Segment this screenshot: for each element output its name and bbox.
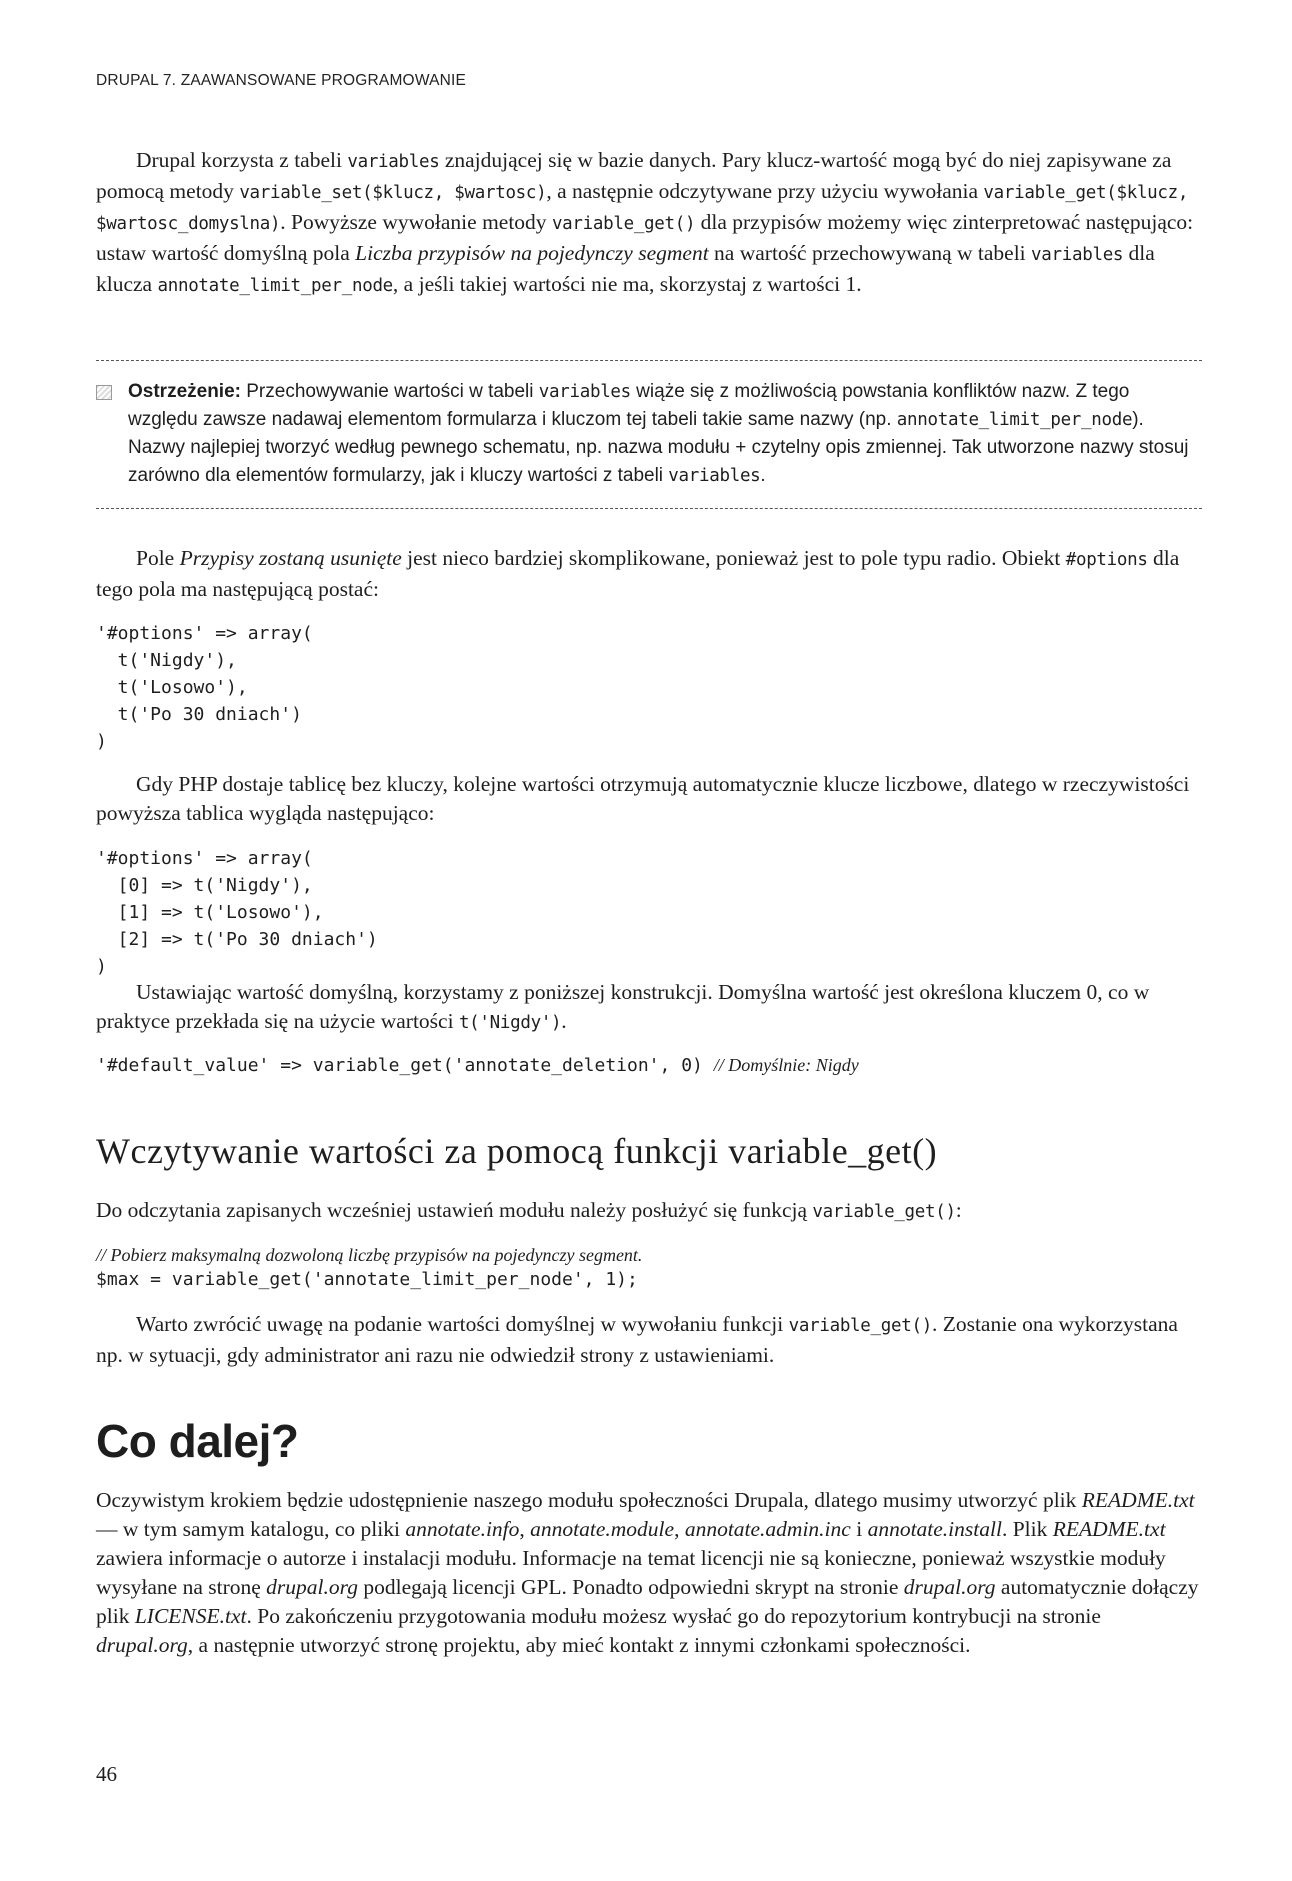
code-block-options-keys: '#options' => array( [0] => t('Nigdy'), [1] => t('Losowo'), [2] => t('Po 30 dniach') ) (96, 848, 378, 977)
chapter-section-heading: Co dalej? (96, 1415, 299, 1467)
code-comment-line: // Pobierz maksymalną dozwoloną liczbę przypisów na pojedynczy segment. (96, 1245, 643, 1265)
note-icon (96, 385, 112, 400)
code-line-max: $max = variable_get('annotate_limit_per_node', 1); (96, 1269, 638, 1290)
paragraph-reading-settings: Do odczytania zapisanych wcześniej ustawień modułu należy posłużyć się funkcją variable_get(): (96, 1198, 962, 1222)
warning-note-text: Ostrzeżenie: Przechowywanie wartości w tabeli variables wiąże się z możliwością powstania konfliktów nazw. Z tego względu zawsze nadawaj elementom formularza i kluczom tej tabeli takie same nazwy (np. annotate_limit_per_node). Nazwy najlepiej tworzyć według pewnego schematu, np. nazwa modułu + czytelny opis zmiennej. Tak utworzone nazwy stosuj zarówno dla elementów formularzy, jak i kluczy wartości z tabeli variables. (128, 381, 1189, 486)
section-heading: Wczytywanie wartości za pomocą funkcji variable_get() (96, 1131, 938, 1171)
running-head: DRUPAL 7. ZAAWANSOWANE PROGRAMOWANIE (96, 72, 467, 89)
code-line-default-value: '#default_value' => variable_get('annotate_deletion', 0) // Domyślnie: Nigdy (96, 1055, 859, 1076)
paragraph-radio-field: Pole Przypisy zostaną usunięte jest nieco bardziej skomplikowane, ponieważ jest to pole typu radio. Obiekt #options dla tego pola ma następującą postać: (96, 546, 1180, 601)
note-top-rule (96, 360, 1202, 361)
paragraph-next-steps: Oczywistym krokiem będzie udostępnienie naszego modułu społeczności Drupala, dlatego musimy utworzyć plik README.txt — w tym samym katalogu, co pliki annotate.info, annotate.module, annotate.admin.inc i annotate.install. Plik README.txt zawiera informacje o autorze i instalacji modułu. Informacje na temat licencji nie są konieczne, ponieważ wszystkie moduły wysyłane na stronę drupal.org podlegają licencji GPL. Ponadto odpowiedni skrypt na stronie drupal.org automatycznie dołączy plik LICENSE.txt. Po zakończeniu przygotowania modułu możesz wysłać go do repozytorium kontrybucji na stronie drupal.org, a następnie utworzyć stronę projektu, aby mieć kontakt z innymi członkami społeczności. (96, 1488, 1199, 1657)
paragraph-default-usage: Warto zwrócić uwagę na podanie wartości domyślnej w wywołaniu funkcji variable_get(). Zostanie ona wykorzystana np. w sytuacji, gdy administrator ani razu nie odwiedził strony z ustawieniami. (96, 1312, 1178, 1367)
paragraph-variables-table: Drupal korzysta z tabeli variables znajdującej się w bazie danych. Pary klucz-wartość mogą być do niej zapisywane za pomocą metody variable_set($klucz, $wartosc), a następnie odczytywane przy użyciu wywołania variable_get($klucz, $wartosc_domyslna). Powyższe wywołanie metody variable_get() dla przypisów możemy więc zinterpretować następująco: ustaw wartość domyślną pola Liczba przypisów na pojedynczy segment na wartość przechowywaną w tabeli variables dla klucza annotate_limit_per_node, a jeśli takiej wartości nie ma, skorzystaj z wartości 1. (96, 148, 1194, 296)
code-block-options: '#options' => array( t('Nigdy'), t('Losowo'), t('Po 30 dniach') ) (96, 623, 313, 752)
note-bottom-rule (96, 508, 1202, 509)
page-number: 46 (96, 1762, 117, 1786)
paragraph-php-keys: Gdy PHP dostaje tablicę bez kluczy, kolejne wartości otrzymują automatycznie klucze liczbowe, dlatego w rzeczywistości powyższa tablica wygląda następująco: (96, 772, 1190, 825)
paragraph-default-value: Ustawiając wartość domyślną, korzystamy z poniższej konstrukcji. Domyślna wartość jest określona kluczem 0, co w praktyce przekłada się na użycie wartości t('Nigdy'). (96, 980, 1150, 1033)
